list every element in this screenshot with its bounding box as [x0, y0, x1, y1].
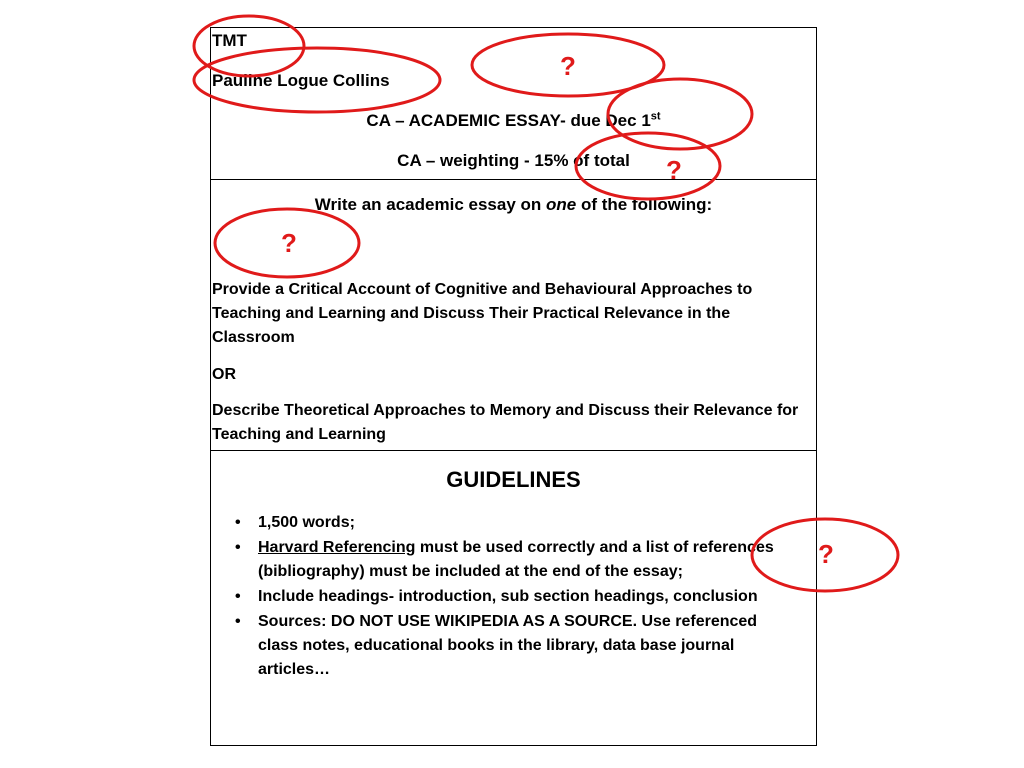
question-mark-annotation: ? — [818, 539, 834, 569]
ordinal-suffix: st — [650, 110, 661, 123]
assignment-table — [210, 27, 817, 746]
essay-option-1: Provide a Critical Account of Cognitive and Behavioural Approaches to Teaching and Learning and Discuss Their Practical Relevance in the Classroom — [212, 281, 753, 346]
header-cell — [211, 28, 816, 180]
question-mark-annotation: ? — [281, 228, 297, 258]
essay-instruction: Write an academic essay on one of the following: — [314, 195, 713, 214]
list-item: • Sources: DO NOT USE WIKIPEDIA AS A SOURCE. Use referenced class notes, educational books in the library, data base journal articles… — [235, 610, 795, 682]
harvard-referencing-text: Harvard Referencing — [258, 539, 416, 556]
essay-option-2: Describe Theoretical Approaches to Memory and Discuss their Relevance for Teaching and Learning — [212, 402, 799, 443]
question-mark-annotation: ? — [560, 51, 576, 81]
lecturer-name: Pauline Logue Collins — [212, 71, 390, 90]
assignment-weighting: CA – weighting - 15% of total — [397, 151, 630, 170]
assignment-title: CA – ACADEMIC ESSAY- due Dec 1st — [366, 110, 661, 130]
question-mark-annotation: ? — [666, 155, 682, 185]
list-item: • 1,500 words; — [235, 511, 795, 535]
guidelines-list — [235, 511, 795, 683]
course-code: TMT — [212, 31, 247, 50]
guidelines-heading: GUIDELINES — [446, 467, 581, 492]
essay-cell — [211, 180, 816, 451]
list-item: • Include headings- introduction, sub section headings, conclusion — [235, 585, 795, 609]
emphasis-one: one — [545, 195, 577, 214]
list-item: • Harvard Referencing must be used correctly and a list of references (bibliography) must be included at the end of the essay; — [235, 536, 795, 584]
essay-or: OR — [212, 366, 236, 383]
guidelines-cell — [211, 451, 816, 745]
